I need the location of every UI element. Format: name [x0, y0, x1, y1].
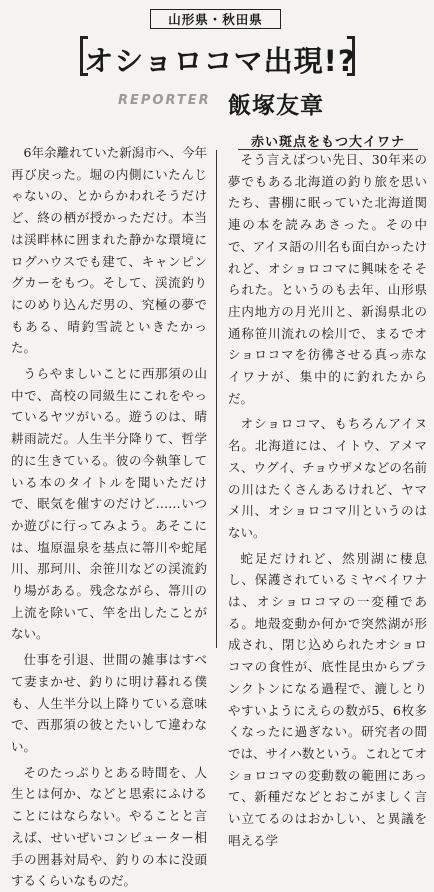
right-paragraph: 蛇足だけれど、然別湖に棲息し、保護されているミヤベイワナは、オショロコマの一変種である。地殻変動か何かで突然湖が形成され、閉じ込められたオショロコマの食性が、底性昆虫からプランクトンになる過程で、漉しとりやすいようにえらの数が5、6枚多くなったに過ぎない。研究者の間では、サイハ数という。これとてオショロコマの変動数の範囲にあって、新種だなどとおこがましく言い立てるのはおかしい、と異議を唱える学	[228, 550, 427, 848]
reporter-label: REPORTER	[118, 93, 211, 108]
section-subhead: 赤い斑点をもつ大イワナ	[238, 131, 418, 150]
reporter-name: 飯塚友章	[228, 92, 324, 119]
right-paragraph: そう言えばつい先日、30年来の夢でもある北海道の釣り旅を思いたち、書棚に眠っていた北海道関連の本を読みあさった。その中で、アイヌ語の川名も面白かったけれど、オショロコマに興味をそそられた。というのも去年、山形県庄内地方の月光川と、新潟県北の通称笹川流れの桧川で、まるでオショロコマを彷彿させる真っ赤なイワナが、集中的に釣れたからだ。	[228, 152, 427, 406]
right-column	[228, 149, 427, 848]
right-paragraph: オショロコマ、もちろんアイヌ名。北海道には、イトウ、アメマス、ウグイ、チョウザメなどの名前の川はたくさんあるけれど、ヤマメ川、オショロコマ川というのはない。	[228, 416, 427, 540]
article-title: オショロコマ出現!?	[84, 43, 356, 78]
column-divider	[216, 150, 217, 648]
left-paragraph: 6年余離れていた新潟市へ、今年再び戻った。堀の内側にいたんじゃないの、とからかわれそうだけど、終の栖が授かっただけ。本当は渓畔林に囲まれた静かな環境にログハウスでも建て、キャンピングカーをもつ。そして、渓流釣りにのめり込んだ男の、究極の夢でもある、晴釣雪読といきたかった。	[11, 145, 207, 356]
left-paragraph: うらやましいことに西那須の山中で、高校の同級生にこれをやっているヤツがいる。遊うのは、晴耕雨読だ。人生半分降りて、哲学的に生きている。彼の今執筆している本のタイトルを聞いただけで、眠気を催すのだけど……いつか遊びに行ってみよう。あそこには、塩原温泉を基点に箒川や蛇尾川、那珂川、余笹川などの渓流釣り場がある。残念ながら、箒川の上流を除いて、竿を出したことがない。	[11, 366, 207, 642]
left-column	[11, 142, 207, 889]
left-paragraph: そのたっぷりとある時間を、人生とは何か、などと思索にふけることにはならない。やることと言えば、せいぜいコンピューター相手の囲碁対局や、釣りの本に没頭するくらいなものだ。	[11, 764, 207, 889]
left-paragraph: 仕事を引退、世間の雑事はすべて妻まかせ、釣りに明け暮れる僕も、人生半分以上降りている意味で、西那須の彼とたいして違わない。	[11, 652, 207, 754]
region-label: 山形県・秋田県	[150, 9, 281, 29]
